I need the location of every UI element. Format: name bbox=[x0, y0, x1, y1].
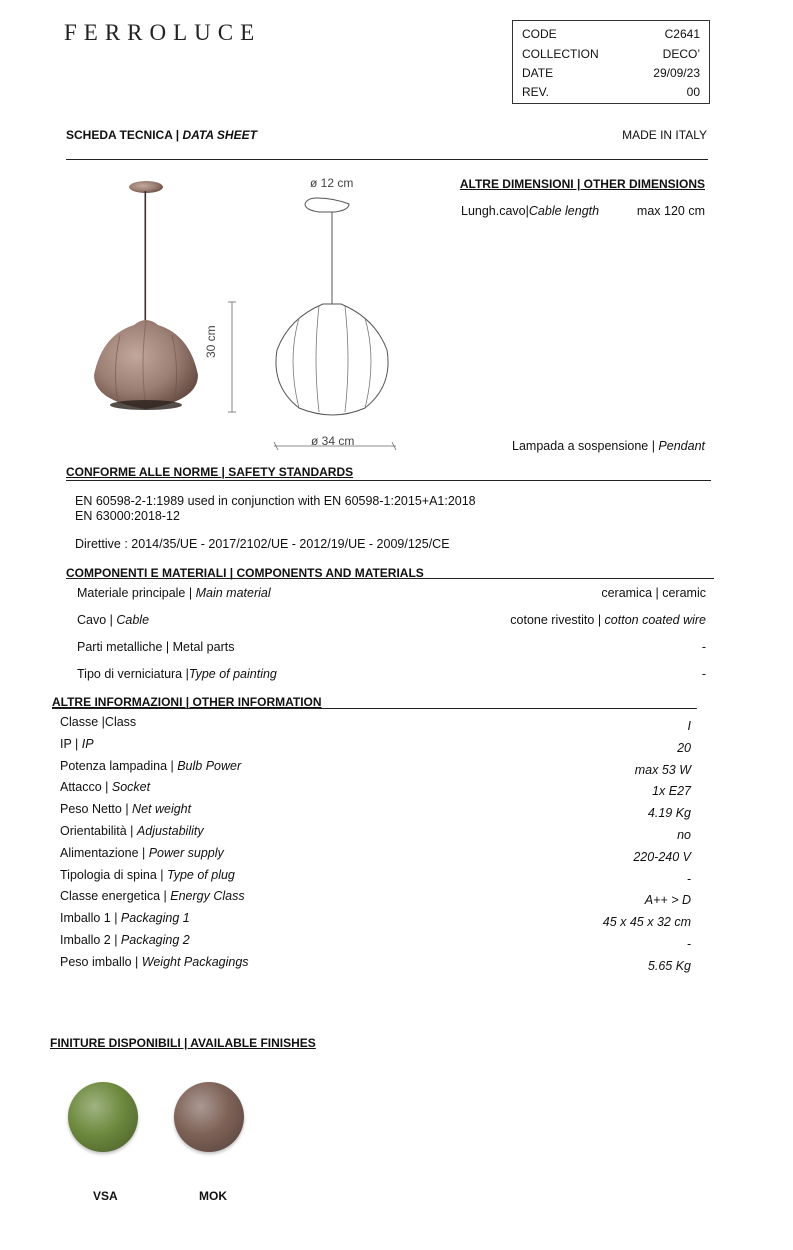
component-value-it: cotone rivestito | bbox=[510, 613, 605, 627]
collection-label: COLLECTION bbox=[522, 47, 599, 61]
info-row-label bbox=[60, 868, 235, 882]
bottom-diameter-label: ø 34 cm bbox=[311, 434, 355, 448]
brand-logo: FERROLUCE bbox=[64, 20, 262, 45]
info-row-label-en: Socket bbox=[111, 780, 151, 795]
directives: Direttive : 2014/35/UE - 2017/2102/UE - 2012/19/UE - 2009/125/CE bbox=[75, 537, 450, 551]
made-in-italy: MADE IN ITALY bbox=[622, 128, 707, 142]
rev-label: REV. bbox=[522, 85, 549, 99]
info-row-label-it: Alimentazione | bbox=[60, 845, 149, 860]
technical-drawing bbox=[215, 190, 405, 430]
lamp-photo bbox=[90, 175, 210, 415]
info-row-label-en: Power supply bbox=[148, 845, 224, 860]
lamp-type bbox=[512, 439, 705, 453]
component-row-label: Parti metalliche | Metal parts bbox=[77, 640, 235, 654]
safety-standard-1: EN 60598-2-1:1989 used in conjunction with EN 60598-1:2015+A1:2018 bbox=[75, 494, 476, 508]
info-row-label-en: Energy Class bbox=[170, 889, 245, 904]
code-label: CODE bbox=[522, 27, 557, 41]
info-row-label-en: Type of plug bbox=[167, 867, 235, 882]
safety-title: CONFORME ALLE NORME | SAFETY STANDARDS bbox=[66, 465, 354, 479]
finish-code-label: MOK bbox=[199, 1189, 227, 1203]
sheet-title-en: DATA SHEET bbox=[182, 128, 257, 142]
info-row-value: 45 x 45 x 32 cm bbox=[602, 915, 691, 930]
info-row-value: - bbox=[686, 937, 691, 951]
cable-length-label-en: Cable length bbox=[528, 204, 600, 218]
component-row-value: - bbox=[701, 667, 706, 681]
finishes-title: FINITURE DISPONIBILI | AVAILABLE FINISHES bbox=[50, 1036, 316, 1050]
info-row-collection bbox=[522, 47, 700, 65]
info-row-value: max 53 W bbox=[634, 762, 691, 777]
cable-length-label-it: Lungh.cavo| bbox=[461, 204, 529, 218]
info-row-label-it: Attacco | bbox=[60, 780, 112, 795]
info-row-code bbox=[522, 27, 700, 45]
info-row-label bbox=[60, 780, 150, 794]
info-row-date bbox=[522, 66, 700, 84]
sheet-title-it: SCHEDA TECNICA | bbox=[66, 128, 183, 142]
info-row-value: 1x E27 bbox=[652, 784, 691, 799]
info-row-label-en: Net weight bbox=[132, 802, 192, 817]
info-row-label-it: Imballo 2 | bbox=[60, 933, 121, 947]
info-row-label-en: Bulb Power bbox=[177, 758, 242, 773]
info-row-label bbox=[60, 715, 136, 729]
date-value: 29/09/23 bbox=[653, 66, 700, 80]
info-row-value: - bbox=[686, 871, 691, 886]
date-label: DATE bbox=[522, 66, 554, 80]
info-row-value: 4.19 Kg bbox=[647, 806, 691, 821]
collection-value: DECO’ bbox=[662, 47, 700, 61]
height-label: 30 cm bbox=[204, 325, 218, 358]
info-row-label bbox=[60, 737, 94, 751]
component-label-it: Tipo di verniciatura | bbox=[77, 667, 189, 681]
sheet-title bbox=[66, 128, 257, 142]
component-row-label bbox=[77, 667, 277, 681]
cable-length-value: max 120 cm bbox=[636, 204, 705, 218]
info-row-rev bbox=[522, 85, 700, 103]
header-rule bbox=[66, 159, 708, 160]
component-row-value bbox=[510, 613, 706, 627]
finish-code-label: VSA bbox=[93, 1189, 118, 1203]
safety-standard-2: EN 63000:2018-12 bbox=[75, 509, 180, 523]
component-row-value: ceramica | ceramic bbox=[601, 586, 706, 600]
info-row-label bbox=[60, 759, 241, 773]
info-row-label bbox=[60, 846, 224, 860]
component-label-it: Materiale principale | bbox=[77, 586, 196, 600]
info-row-label bbox=[60, 955, 249, 969]
info-row-label-it: Orientabilità | bbox=[60, 824, 137, 838]
info-row-label bbox=[60, 933, 190, 947]
info-row-label-it: Peso imballo | bbox=[60, 954, 142, 969]
info-row-label bbox=[60, 911, 190, 925]
lamp-type-it: Lampada a sospensione | bbox=[512, 439, 659, 453]
info-row-label-it: IP | bbox=[60, 736, 82, 751]
component-label-en: Main material bbox=[195, 586, 271, 600]
top-diameter-label: ø 12 cm bbox=[310, 176, 354, 190]
component-value-en: cotton coated wire bbox=[604, 613, 706, 627]
info-row-label-it: Peso Netto | bbox=[60, 802, 133, 817]
component-label-en: Cable bbox=[116, 613, 150, 627]
info-row-label bbox=[60, 889, 245, 903]
info-row-label bbox=[60, 802, 191, 816]
component-label-it: Cavo | bbox=[77, 613, 117, 627]
info-row-label-en: Adjustability bbox=[136, 824, 204, 838]
other-info-rule bbox=[52, 708, 697, 709]
info-row-value: no bbox=[677, 828, 691, 842]
info-row-label-it: Tipologia di spina | bbox=[60, 867, 168, 882]
info-row-value: I bbox=[687, 719, 691, 733]
info-row-label bbox=[60, 824, 204, 838]
info-row-value: 5.65 Kg bbox=[647, 958, 691, 973]
lamp-type-en: Pendant bbox=[658, 439, 705, 453]
info-row-value: 220-240 V bbox=[633, 849, 691, 864]
info-row-label-it: Classe energetica | bbox=[60, 889, 171, 904]
code-value: C2641 bbox=[664, 27, 700, 41]
components-title: COMPONENTI E MATERIALI | COMPONENTS AND MATERIALS bbox=[66, 566, 424, 580]
info-row-label-it: Potenza lampadina | bbox=[60, 758, 178, 773]
component-label-en: Type of painting bbox=[188, 667, 277, 681]
info-row-value: 20 bbox=[677, 740, 691, 755]
component-row-label bbox=[77, 613, 149, 627]
info-box bbox=[512, 20, 710, 104]
rev-value: 00 bbox=[686, 85, 700, 99]
info-row-label-en: IP bbox=[81, 736, 94, 751]
info-row-value: A++ > D bbox=[644, 893, 691, 908]
component-row-label bbox=[77, 586, 271, 600]
info-row-label-it: Imballo 1 | bbox=[60, 911, 121, 926]
components-rule bbox=[66, 578, 714, 579]
info-row-label-en: Weight Packagings bbox=[141, 954, 249, 969]
other-info-title: ALTRE INFORMAZIONI | OTHER INFORMATION bbox=[52, 695, 322, 709]
cable-length-label bbox=[461, 204, 599, 218]
info-row-label-en: Packaging 1 bbox=[120, 911, 190, 926]
safety-rule bbox=[66, 480, 711, 481]
finish-swatch-vsa bbox=[68, 1082, 138, 1152]
info-row-label-it: Classe |Class bbox=[60, 715, 137, 729]
component-row-value: - bbox=[701, 640, 706, 654]
info-row-label-en: Packaging 2 bbox=[120, 933, 190, 947]
other-dimensions-title: ALTRE DIMENSIONI | OTHER DIMENSIONS bbox=[459, 177, 705, 191]
finish-swatch-mok bbox=[174, 1082, 244, 1152]
